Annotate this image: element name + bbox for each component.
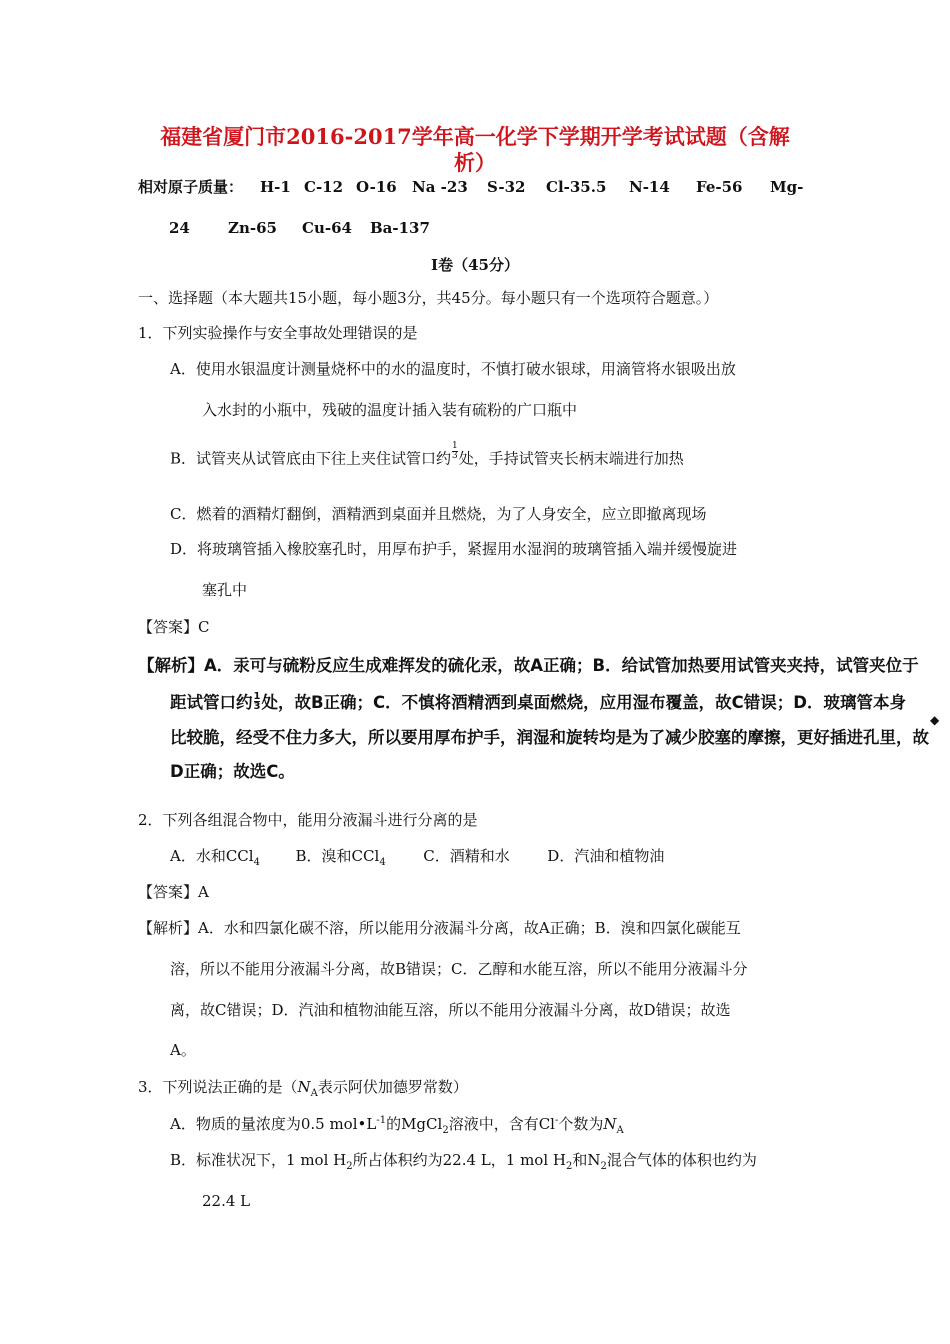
q1-option-a: A．使用水银温度计测量烧杯中的水的温度时，不慎打破水银球，用滴管将水银吸出放: [170, 360, 736, 378]
document-title-line1: 福建省厦门市2016-2017学年高一化学下学期开学考试试题（含解: [160, 124, 790, 149]
atomic-mass-item: N-14: [629, 178, 670, 196]
q2-option-a: A．水和CCl$_4$: [170, 847, 260, 868]
q2-stem: 2．下列各组混合物中，能用分液漏斗进行分离的是: [138, 811, 478, 829]
section-title: I卷（45分）: [431, 256, 519, 274]
q1-option-c: C．燃着的酒精灯翻倒，酒精洒到桌面并且燃烧，为了人身安全，应立即撤离现场: [170, 505, 707, 523]
q1-analysis-line3: 比较脆，经受不住力多大，所以要用厚布护手，润湿和旋转均是为了减少胶塞的摩擦，更好插进孔里，故: [170, 728, 929, 747]
q1-analysis-line1: 【解析】A．汞可与硫粉反应生成难挥发的硫化汞，故A正确；B．给试管加热要用试管夹夹持，试管夹位于: [138, 656, 919, 675]
q2-analysis-line1: 【解析】A．水和四氯化碳不溶，所以能用分液漏斗分离，故A正确；B．溴和四氯化碳能互: [138, 919, 741, 937]
atomic-mass-item: S-32: [487, 178, 526, 196]
q2-answer: 【答案】A: [138, 883, 209, 901]
atomic-mass-item: Cl-35.5: [546, 178, 607, 196]
instructions: 一、选择题（本大题共15小题，每小题3分，共45分。每小题只有一个选项符合题意。）: [138, 289, 719, 307]
fraction: $\frac{1}{3}$: [452, 441, 458, 461]
atomic-mass-item: 24: [169, 219, 190, 237]
q2-option-c: C．酒精和水: [423, 847, 510, 865]
atomic-mass-label: 相对原子质量：: [138, 178, 244, 196]
atomic-mass-item: Na -23: [412, 178, 468, 196]
q1-option-d-cont: 塞孔中: [202, 581, 248, 599]
q1-analysis-line4: D正确；故选C。: [170, 762, 295, 781]
q2-option-d: D．汽油和植物油: [547, 847, 665, 865]
atomic-mass-item: O-16: [356, 178, 397, 196]
document-title-line2: 析）: [454, 150, 496, 175]
atomic-mass-item: Mg-: [770, 178, 804, 196]
q2-analysis-line3: 离，故C错误；D．汽油和植物油能互溶，所以不能用分液漏斗分离，故D错误；故选: [170, 1001, 731, 1019]
q2-analysis-line4: A。: [170, 1041, 196, 1059]
q2-analysis-line2: 溶，所以不能用分液漏斗分离，故B错误；C．乙醇和水能互溶，所以不能用分液漏斗分: [170, 960, 748, 978]
atomic-mass-item: Cu-64: [302, 219, 352, 237]
atomic-mass-item: Fe-56: [696, 178, 743, 196]
q3-option-b-cont: 22.4 L: [202, 1192, 251, 1210]
fraction: $\frac{1}{3}$: [253, 691, 261, 712]
q1-option-b: B．试管夹从试管底由下往上夹住试管口约 $\frac{1}{3}$ 处，手持试管夹长柄末端进行加热: [170, 441, 684, 468]
atomic-mass-item: H-1: [260, 178, 291, 196]
q1-answer: 【答案】C: [138, 618, 210, 636]
q1-option-d: D．将玻璃管插入橡胶塞孔时，用厚布护手，紧握用水湿润的玻璃管插入端并缓慢旋进: [170, 540, 738, 558]
q2-option-b: B．溴和CCl$_4$: [295, 847, 386, 868]
atomic-mass-item: C-12: [304, 178, 344, 196]
q1-option-a-cont: 入水封的小瓶中，残破的温度计插入装有硫粉的广口瓶中: [202, 401, 578, 419]
atomic-mass-item: Ba-137: [370, 219, 430, 237]
q3-option-b: B．标准状况下，1 mol $H_2$所占体积约为22.4 L，1 mol $H_2$和$N_2$混合气体的体积也约为: [170, 1151, 757, 1172]
q3-option-a: A．物质的量浓度为0.5 $mol•L^{-1}$的MgCl$_2$溶液中，含有Cl-个数为$N_A$: [170, 1115, 624, 1136]
q1-stem: 1．下列实验操作与安全事故处理错误的是: [138, 324, 418, 342]
q2-options: [170, 849, 664, 868]
q1-analysis-line2: 距试管口约 $\frac{1}{3}$ 处，故B正确；C．不慎将酒精洒到桌面燃烧，应用湿布覆盖，故C错误；D．玻璃管本身: [170, 691, 906, 712]
q3-stem: 3．下列说法正确的是（$N_A$表示阿伏加德罗常数）: [138, 1078, 468, 1099]
atomic-mass-item: Zn-65: [228, 219, 277, 237]
margin-mark-icon: ◆: [930, 713, 940, 727]
